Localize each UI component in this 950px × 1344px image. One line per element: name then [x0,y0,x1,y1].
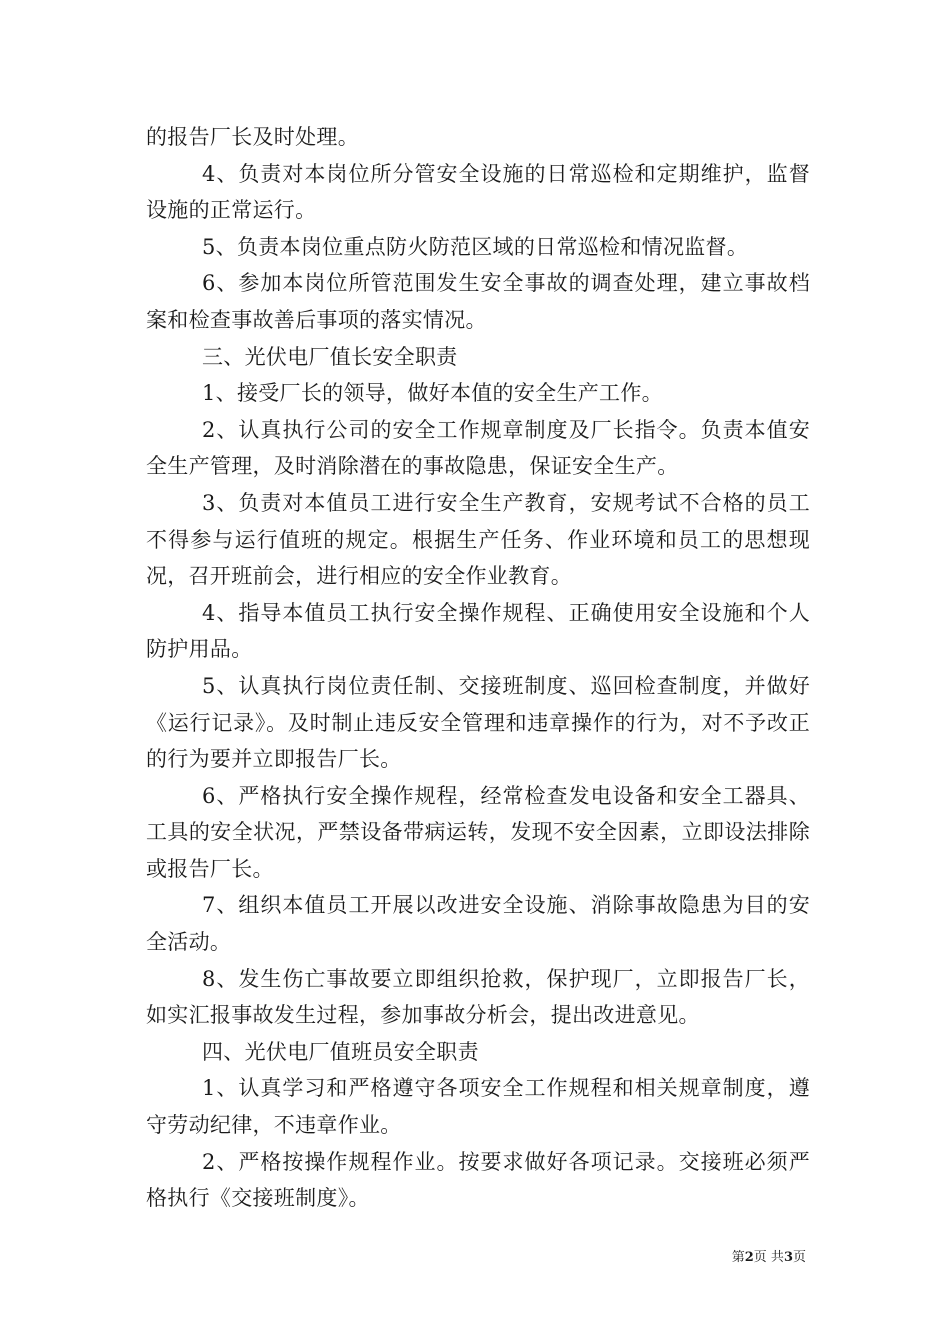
section-heading: 四、光伏电厂值班员安全职责 [202,1039,479,1064]
paragraph: 8、发生伤亡事故要立即组织抢救，保护现厂，立即报告厂长，如实汇报事故发生过程，参加事故分析会，提出改进意见。 [146,966,810,1028]
paragraph: 5、负责本岗位重点防火防范区域的日常巡检和情况监督。 [202,234,749,259]
section-heading: 三、光伏电厂值长安全职责 [202,344,458,369]
paragraph: 6、严格执行安全操作规程，经常检查发电设备和安全工器具、工具的安全状况，严禁设备带病运转，发现不安全因素，立即设法排除或报告厂长。 [146,783,810,881]
paragraph: 1、认真学习和严格遵守各项安全工作规程和相关规章制度，遵守劳动纪律，不违章作业。 [146,1076,810,1138]
paragraph: 4、负责对本岗位所分管安全设施的日常巡检和定期维护，监督设施的正常运行。 [146,161,810,223]
paragraph: 2、严格按操作规程作业。按要求做好各项记录。交接班必须严格执行《交接班制度》。 [146,1149,810,1211]
page-footer [0,1246,950,1266]
current-page: 2 [744,1250,754,1265]
paragraph: 3、负责对本值员工进行安全生产教育，安规考试不合格的员工不得参与运行值班的规定。根据生产任务、作业环境和员工的思想现况，召开班前会，进行相应的安全作业教育。 [146,490,810,589]
paragraph: 的报告厂长及时处理。 [146,125,359,149]
paragraph: 2、认真执行公司的安全工作规章制度及厂长指令。负责本值安全生产管理，及时消除潜在的事故隐患，保证安全生产。 [146,417,810,479]
page-number [732,1246,806,1265]
paragraph: 4、指导本值员工执行安全操作规程、正确使用安全设施和个人防护用品。 [146,600,810,662]
document-body [146,119,810,1217]
paragraph: 1、接受厂长的领导，做好本值的安全生产工作。 [202,381,663,406]
page-middle: 页 共 [753,1250,784,1265]
page-prefix: 第 [731,1250,745,1265]
paragraph: 5、认真执行岗位责任制、交接班制度、巡回检查制度，并做好《运行记录》。及时制止违反安全管理和违章操作的行为，对不予改正的行为要并立即报告厂长。 [146,673,810,772]
total-pages: 3 [783,1250,793,1265]
paragraph: 7、组织本值员工开展以改进安全设施、消除事故隐患为目的安全活动。 [146,893,810,955]
paragraph: 6、参加本岗位所管范围发生安全事故的调查处理，建立事故档案和检查事故善后事项的落实情况。 [146,271,810,332]
page-suffix: 页 [792,1250,806,1265]
